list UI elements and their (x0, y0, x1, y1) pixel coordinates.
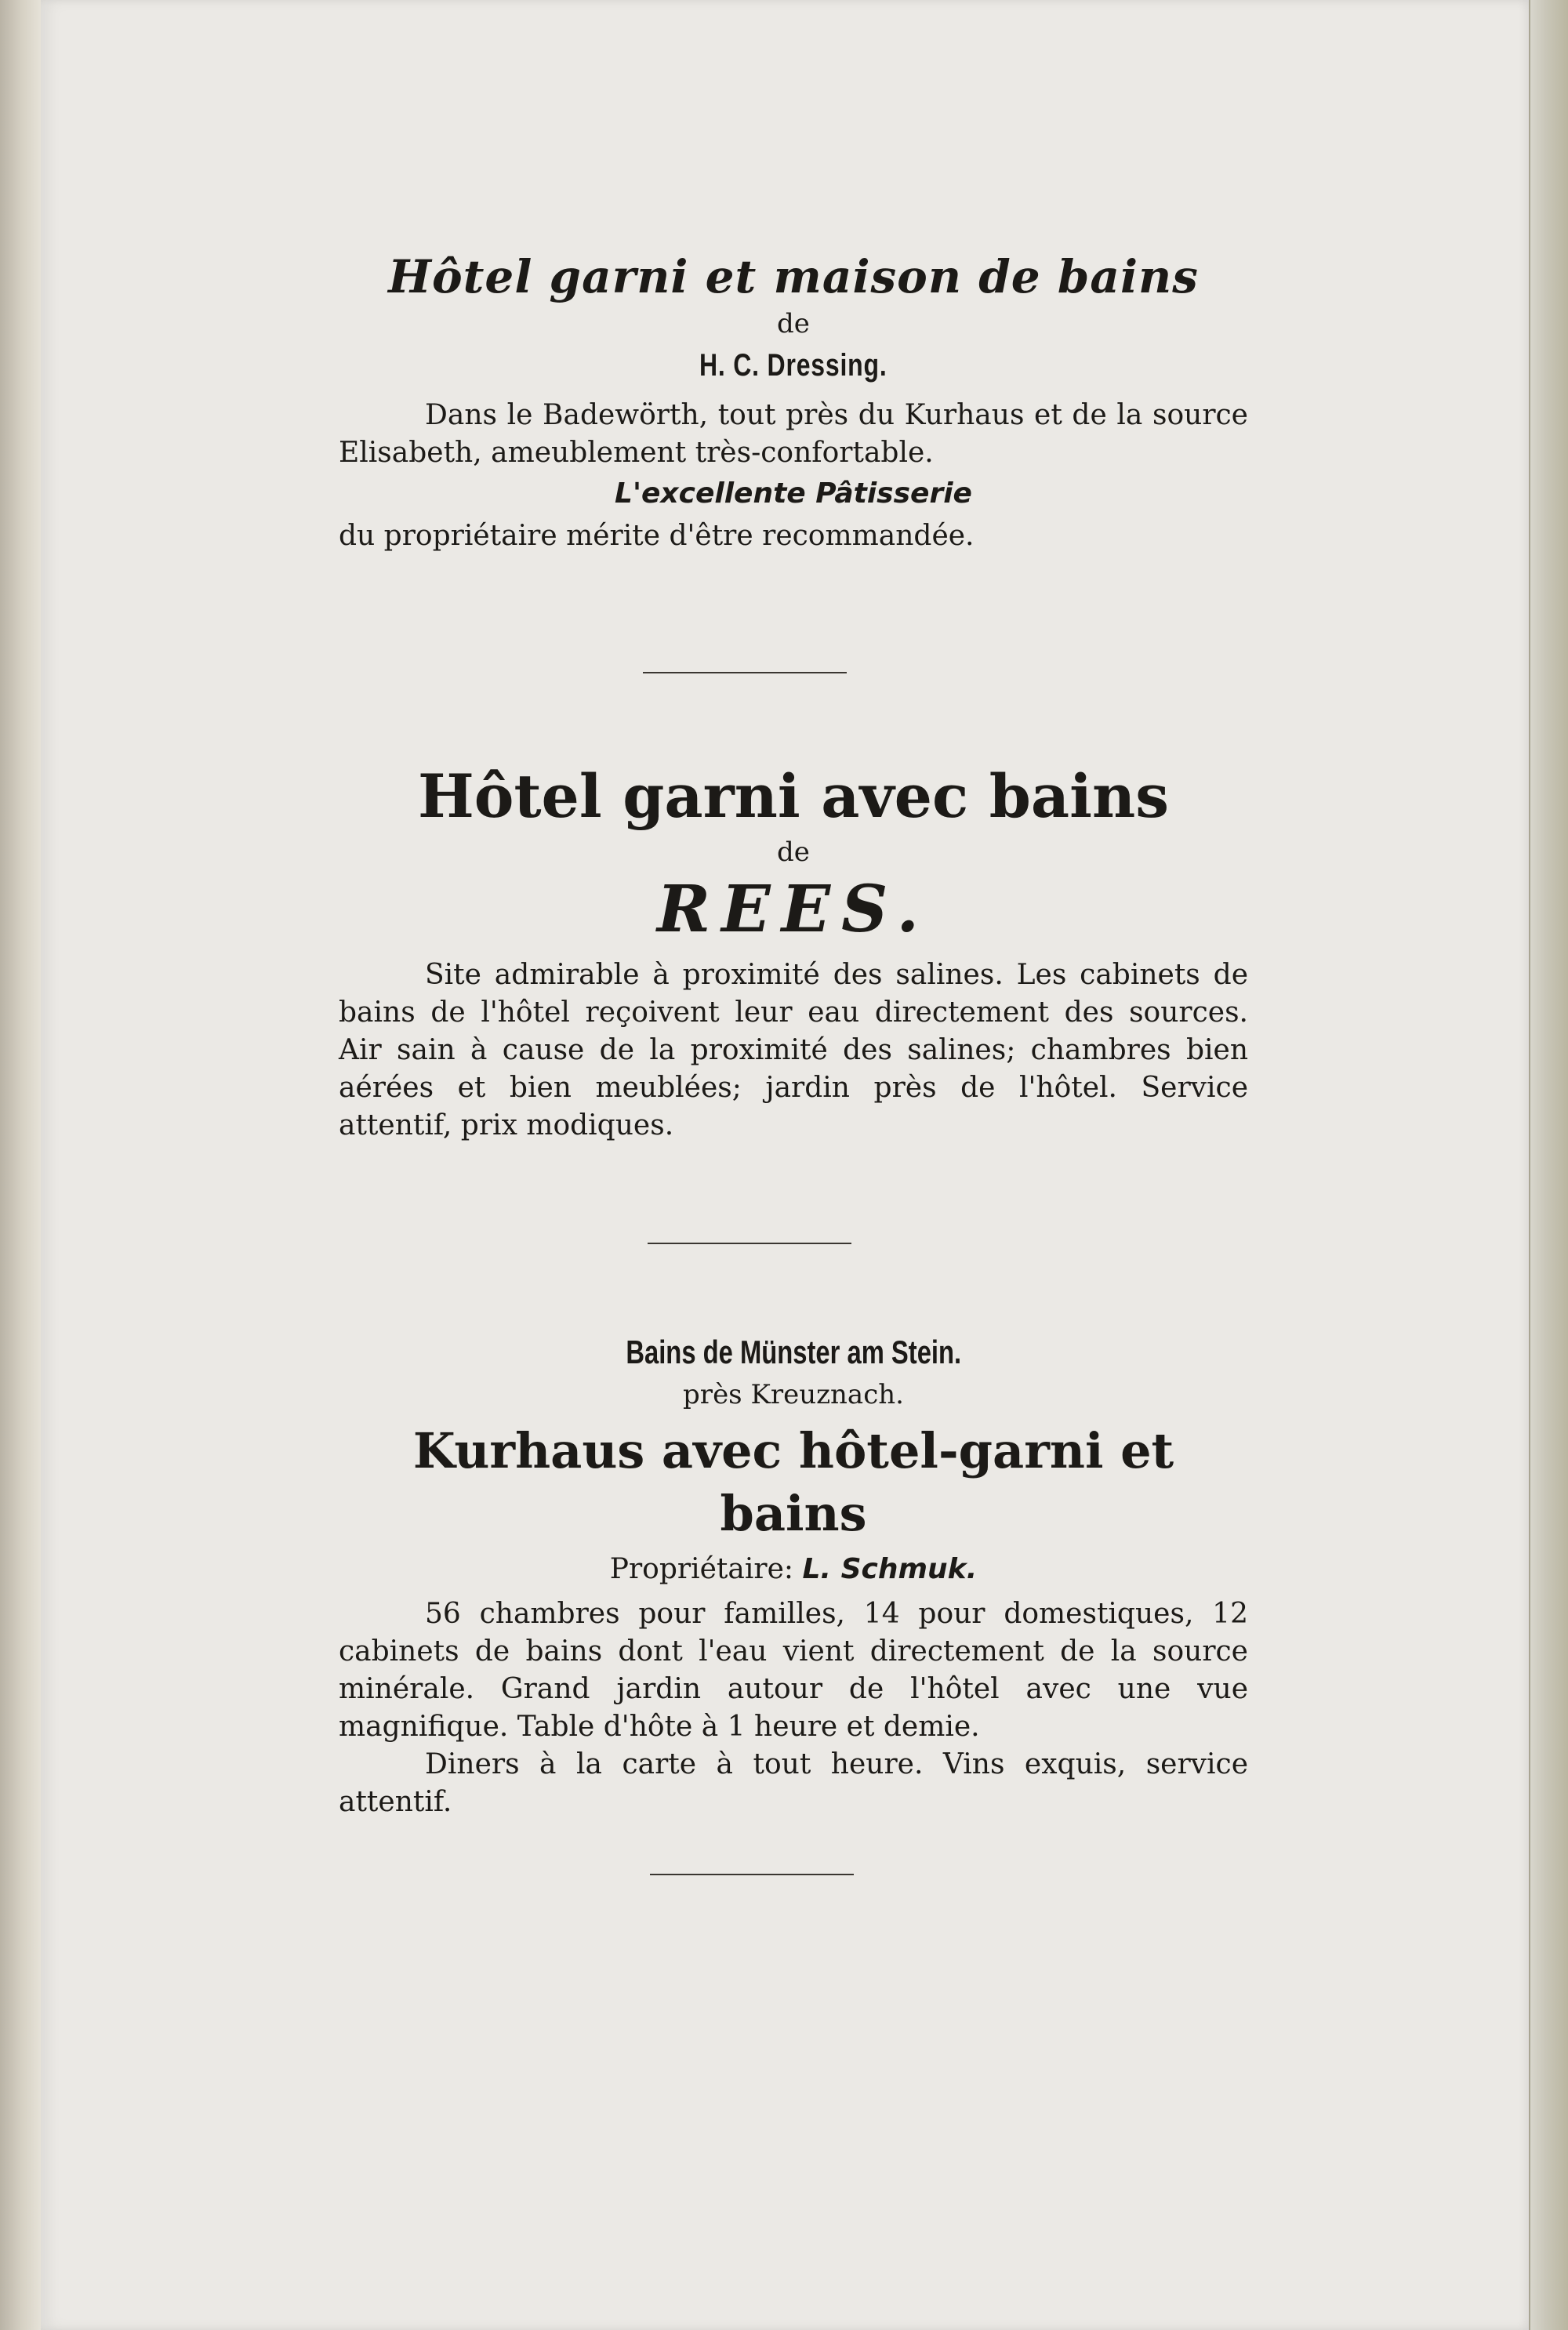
divider-1 (643, 672, 847, 673)
section3-proprietor-label: Propriétaire: (609, 1553, 793, 1585)
right-page-edge (1529, 0, 1568, 2330)
page (41, 0, 1529, 2330)
advert-rees (339, 760, 1248, 1145)
section3-title: Kurhaus avec hôtel-garni et bains (412, 1422, 1174, 1542)
section1-text1: Dans le Badewörth, tout près du Kurhaus et de la source Elisabeth, ameublement très-confortable. (339, 399, 1248, 469)
section1-proprietor: H. C. Dressing. (699, 348, 887, 383)
advert-dressing (339, 249, 1248, 555)
section3-place: Bains de Münster am Stein. (626, 1334, 961, 1370)
section3-proprietor: L. Schmuk. (802, 1553, 978, 1585)
section1-title: Hôtel garni et maison de bains (388, 250, 1199, 303)
left-page-edge (0, 0, 42, 2330)
section2-name: REES. (657, 872, 930, 947)
divider-3 (650, 1874, 854, 1875)
section2-title: Hôtel garni avec bains (417, 761, 1170, 831)
section2-text: Site admirable à proximité des salines. Les cabinets de bains de l'hôtel reçoivent leur eau directement des sources. Air sain à cause de la proximité des salines; chambres bien aérées et bien meublées; jardin près de l'hôtel. Service attentif, prix modiques. (339, 959, 1248, 1141)
section3-near: près Kreuznach. (683, 1379, 904, 1410)
section1-patisserie: L'excellente Pâtisserie (615, 477, 972, 510)
section1-text2: du propriétaire mérite d'être recommandée. (339, 520, 975, 552)
advert-munster (339, 1330, 1248, 1821)
section3-text1: 56 chambres pour familles, 14 pour domestiques, 12 cabinets de bains dont l'eau vient directement de la source minérale. Grand jardin autour de l'hôtel avec une vue magnifique. Table d'hôte à 1 heure et demie. (339, 1598, 1248, 1743)
section1-de: de (777, 308, 810, 339)
section2-de: de (777, 837, 810, 868)
divider-2 (648, 1243, 851, 1244)
section3-text2: Diners à la carte à tout heure. Vins exquis, service attentif. (339, 1748, 1248, 1818)
